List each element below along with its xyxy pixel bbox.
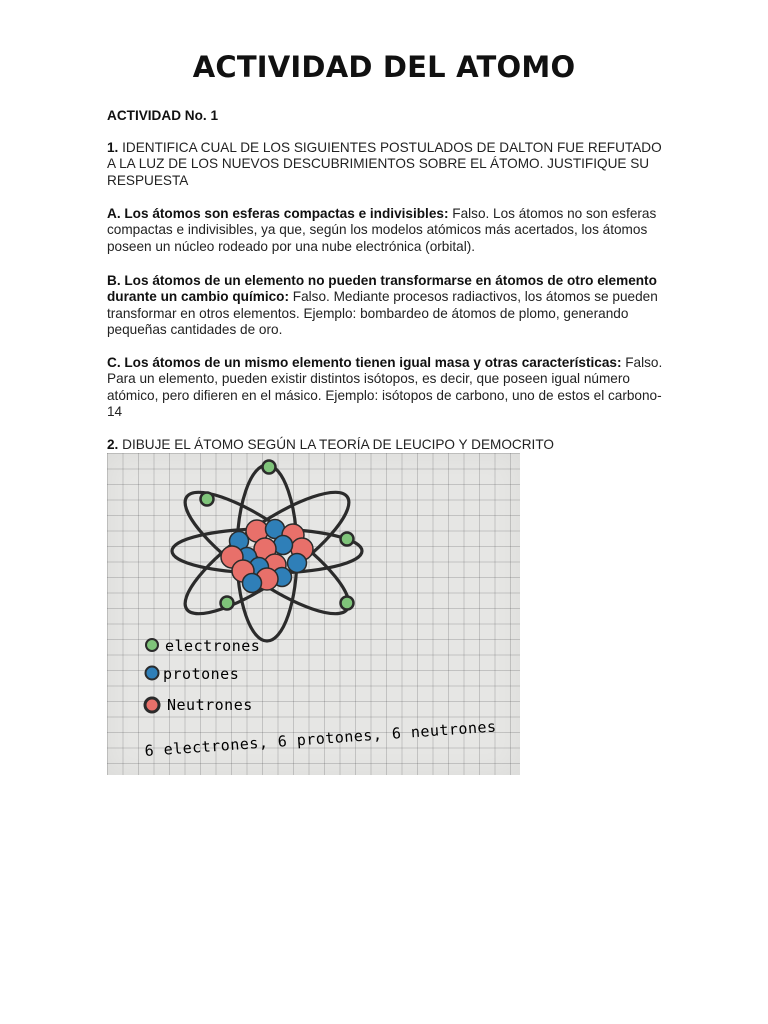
- answer-c-statement: C. Los átomos de un mismo elemento tienen igual masa y otras características:: [107, 355, 622, 370]
- drawing-caption: 6 electrones, 6 protones, 6 neutrones: [144, 717, 498, 760]
- question-2-text: DIBUJE EL ÁTOMO SEGÚN LA TEORÍA DE LEUCIPO Y DEMOCRITO: [118, 437, 554, 452]
- question-1-text: IDENTIFICA CUAL DE LOS SIGUIENTES POSTULADOS DE DALTON FUE REFUTADO A LA LUZ DE LOS NUEVOS DESCUBRIMIENTOS SOBRE EL ÁTOMO. JUSTIFIQUE SU RESPUESTA: [107, 140, 662, 188]
- answer-a-statement: A. Los átomos son esferas compactas e indivisibles:: [107, 206, 449, 221]
- question-2: [107, 437, 663, 453]
- answer-b-statement: B. Los átomos de un elemento no pueden transformarse en átomos de otro elemento durante un cambio químico:: [107, 273, 657, 305]
- answer-b: [107, 273, 663, 339]
- proton-icon: [146, 667, 159, 680]
- atom-drawing: [107, 453, 520, 775]
- legend-neutron-label: Neutrones: [167, 696, 253, 714]
- legend-proton-label: protones: [163, 665, 240, 683]
- answer-c: [107, 355, 663, 421]
- answer-a-text: Falso. Los átomos no son esferas compactas e indivisibles, ya que, según los modelos atómicos más acertados, los átomos poseen un núcleo rodeado por una nube electrónica (orbital).: [107, 206, 657, 254]
- question-1: [107, 140, 663, 189]
- electron-particle: [263, 461, 276, 474]
- proton-particle: [288, 554, 307, 573]
- activity-label: ACTIVIDAD No. 1: [107, 108, 219, 123]
- page-title: ACTIVIDAD DEL ATOMO: [192, 50, 576, 84]
- electron-particle: [221, 597, 234, 610]
- answer-b-text: Falso. Mediante procesos radiactivos, los átomos se pueden transformar en otros elementos. Ejemplo: bombardeo de átomos de plomo, generando pequeñas cantidades de oro.: [107, 289, 658, 338]
- legend-electron: [146, 637, 260, 655]
- electron-particle: [341, 597, 354, 610]
- atom-drawing-svg: [107, 453, 520, 775]
- proton-particle: [243, 574, 262, 593]
- answer-c-text: Falso. Para un elemento, pueden existir distintos isótopos, es decir, que poseen igual número atómico, pero difieren en el másico. Ejemplo: isótopos de carbono, uno de estos el carbono-14: [107, 355, 663, 420]
- electron-icon: [146, 639, 158, 651]
- legend-electron-label: electrones: [165, 637, 261, 655]
- question-2-number: 2.: [107, 437, 119, 452]
- legend-proton: [146, 665, 240, 683]
- question-1-number: 1.: [107, 140, 119, 155]
- electron-particle: [341, 533, 354, 546]
- neutron-icon: [145, 698, 159, 712]
- legend: [145, 637, 260, 714]
- electron-particle: [201, 493, 214, 506]
- answer-a: [107, 206, 663, 255]
- legend-neutron: [145, 696, 253, 714]
